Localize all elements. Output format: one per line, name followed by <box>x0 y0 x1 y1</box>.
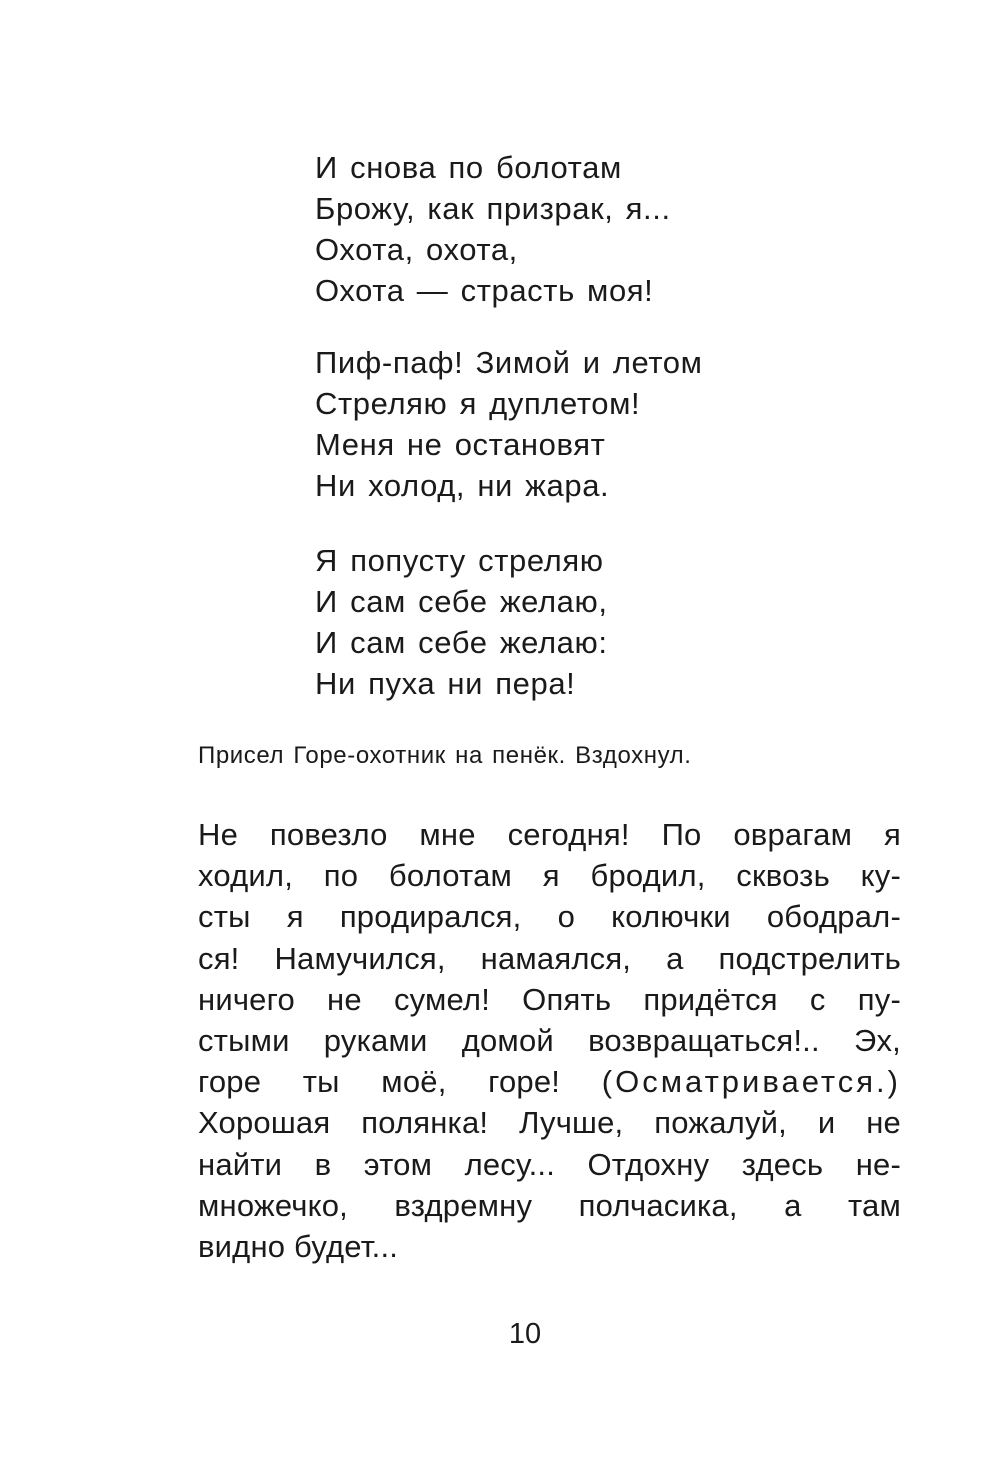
prose-line: стыми руками домой возвращаться!.. Эх, <box>198 1022 901 1058</box>
verse-line: Ни холод, ни жара. <box>315 468 610 503</box>
verse-line: Брожу, как призрак, я... <box>315 191 671 226</box>
verse-line: Охота — страсть моя! <box>315 273 654 308</box>
verse-line: Стреляю я дуплетом! <box>315 386 641 421</box>
verse-line: И сам себе желаю: <box>315 625 608 660</box>
prose-line-with-remark <box>198 1061 901 1102</box>
verse-line: Меня не остановят <box>315 427 606 462</box>
prose-line: ходил, по болотам я бродил, сквозь ку- <box>198 858 901 894</box>
verse-line: И снова по болотам <box>315 150 622 185</box>
prose-line: Хорошая полянка! Лучше, пожалуй, и не <box>198 1105 901 1141</box>
prose-line-text: горе ты моё, горе! <box>198 1064 561 1100</box>
prose-line: сты я продирался, о колючки ободрал- <box>198 899 901 935</box>
stage-direction: Присел Горе-охотник на пенёк. Вздохнул. <box>198 742 692 769</box>
page-number: 10 <box>508 1318 542 1350</box>
prose-line: видно будет... <box>198 1228 399 1264</box>
verse-line: Я попусту стреляю <box>315 543 604 578</box>
verse-line: Пиф-паф! Зимой и летом <box>315 345 703 380</box>
prose-paragraph <box>198 814 901 1267</box>
verse-line: Охота, охота, <box>315 232 518 267</box>
prose-line: ничего не сумел! Опять придётся с пу- <box>198 981 901 1017</box>
prose-line: Не повезло мне сегодня! По оврагам я <box>198 817 901 852</box>
prose-line: ся! Намучился, намаялся, а подстрелить <box>198 940 901 976</box>
verse-line: И сам себе желаю, <box>315 584 608 619</box>
prose-line: множечко, вздремну полчасика, а там <box>198 1187 901 1223</box>
verse-stanza-1 <box>315 147 671 311</box>
prose-line: найти в этом лесу... Отдохну здесь не- <box>198 1146 901 1182</box>
verse-line: Ни пуха ни пера! <box>315 666 576 701</box>
inline-remark: (Осматривается.) <box>601 1064 901 1100</box>
verse-stanza-3 <box>315 540 608 704</box>
verse-stanza-2 <box>315 342 703 506</box>
